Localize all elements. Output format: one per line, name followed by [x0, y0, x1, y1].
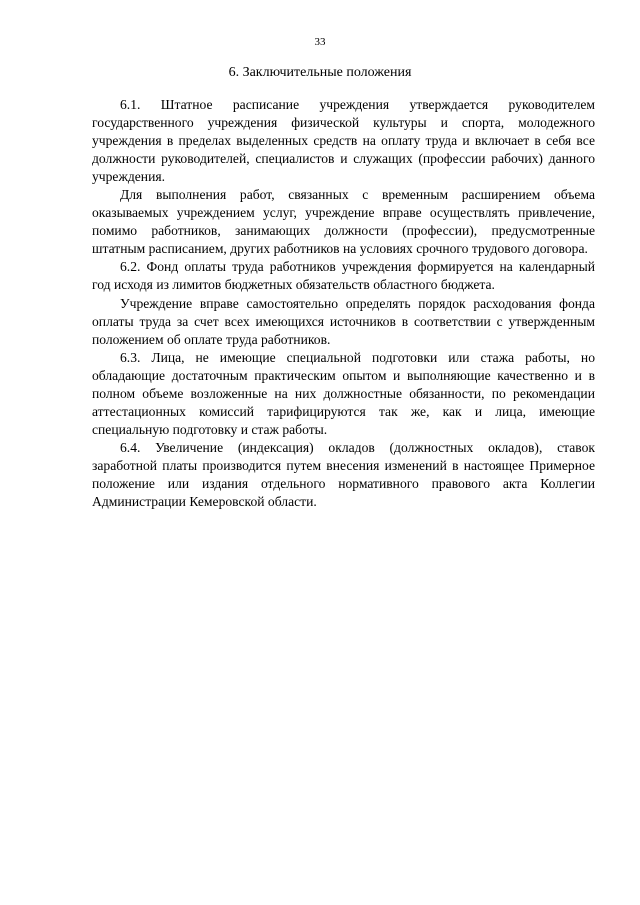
paragraph-6-3: 6.3. Лица, не имеющие специальной подготовки или стажа работы, но обладающие достаточным практическим опытом и выполняющие качественно и в полном объеме возложенные на них должностные обязанности, по рекомендации аттестационных комиссий тарифицируются так же, как и лица, имеющие специальную подготовку и стаж работы. [92, 349, 595, 437]
paragraph-6-4: 6.4. Увеличение (индексация) окладов (должностных окладов), ставок заработной платы производится путем внесения изменений в настоящее Примерное положение или издания отдельного нормативного правового акта Коллегии Администрации Кемеровской области. [92, 439, 595, 510]
page-number: 33 [314, 36, 326, 48]
section-title: 6. Заключительные положения [228, 65, 412, 80]
paragraph-temporary-work: Для выполнения работ, связанных с временным расширением объема оказываемых учреждением услуг, учреждение вправе осуществлять привлечение, помимо работников, занимающих должности (профессии), предусмотренные штатным расписанием, других работников на условиях срочного трудового договора. [92, 187, 595, 257]
body-text [92, 96, 595, 511]
paragraph-6-2: 6.2. Фонд оплаты труда работников учреждения формируется на календарный год исходя из лимитов бюджетных обязательств областного бюджета. [92, 259, 595, 293]
paragraph-6-1: 6.1. Штатное расписание учреждения утверждается руководителем государственного учреждения физической культуры и спорта, молодежного учреждения в пределах выделенных средств на оплату труда и включает в себя все должности руководителей, специалистов и служащих (профессии рабочих) данного учреждения. [92, 97, 595, 185]
paragraph-fund-spending: Учреждение вправе самостоятельно определять порядок расходования фонда оплаты труда за счет всех имеющихся источников в соответствии с утвержденным положением об оплате труда работников. [92, 295, 595, 347]
